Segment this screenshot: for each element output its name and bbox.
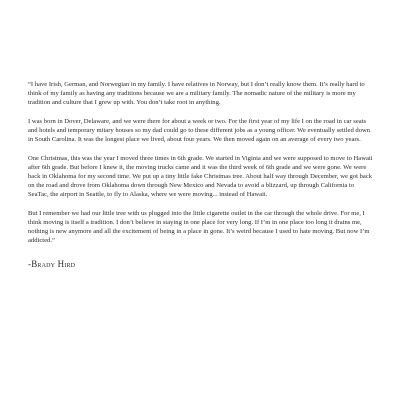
paragraph-moving-tradition: But I remember we had our little tree with us plugged into the little cigarette outlet in the car through the whole drive. For me, I think moving is itself a tradition. I don’t believe in staying in one place for very long. If I’m in one place too long it drains me, nothing is new anymore and all the excitement of being in a place in gone. It’s weird because I used to hate moving. But now I’m addicted.” bbox=[28, 209, 370, 245]
paragraph-heritage: “I have Irish, German, and Norwegian in my family. I have relatives in Norway, but I don’t really know them. It’s really hard to think of my family as having any traditions because we are a military family. The nomadic nature of the military is more my tradition and culture that I grew up with. You don’t take root in anything. bbox=[28, 81, 365, 107]
paragraph-christmas-story: One Christmas, this was the year I moved three times in 6th grade. We started in Viginia and we were supposed to move to Hawaii after 6th grade. But before I knew it, the moving trucks came and it was the third week of 6th grade and we were gone. We were back in Oklahoma for my second time. We put up a tiny little fake Christmas tree. About half way through December, we got back on the road and drove from Oklahoma down through New Mexico and Nevada to avoid a blizzard, up through California to SeaTac, the airport in Seattle, to fly to Alaska, where we were moving... instead of Hawaii. bbox=[28, 154, 373, 199]
paragraph-childhood-moves: I was born in Dover, Delaware, and we were there for about a week or two. For the first year of my life I on the road in car seats and hotels and temporary mitary houses so my dad could go to these different jobs as a young officer. We eventually settled down in South Carolina. It was the longest place we lived, about four years. We then moved again on an average of every two years. bbox=[28, 117, 371, 144]
author-signature: -Brady Hird bbox=[28, 258, 76, 269]
quote-document bbox=[28, 80, 373, 269]
